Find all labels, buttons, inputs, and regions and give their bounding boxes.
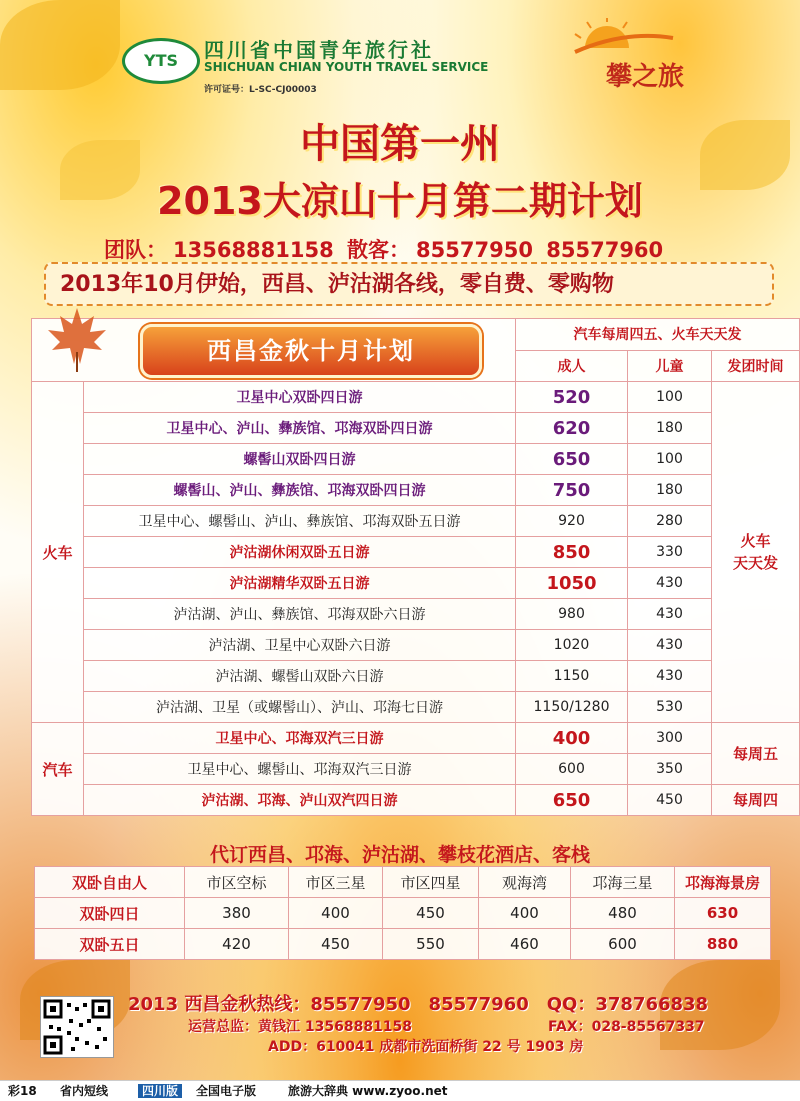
- child-price: 100: [628, 444, 712, 475]
- hotel-header: 邛海三星: [571, 867, 675, 898]
- plan-badge: 西昌金秋十月计划: [140, 324, 482, 378]
- child-price: 430: [628, 661, 712, 692]
- route-name: 螺髻山双卧四日游: [84, 444, 516, 475]
- route-name: 泸沽湖、卫星中心双卧六日游: [84, 630, 516, 661]
- bus-depart-thursday: 每周四: [712, 785, 800, 816]
- child-price: 100: [628, 382, 712, 413]
- sun-icon: [565, 18, 675, 58]
- route-name: 泸沽湖、卫星（或螺髻山）、泸山、邛海七日游: [84, 692, 516, 723]
- footer-manager: 运营总监：黄钱江 13568881158: [188, 1019, 413, 1035]
- route-name: 卫星中心、邛海双汽三日游: [84, 723, 516, 754]
- hotel-cell: 880: [675, 929, 771, 960]
- hotel-cell: 400: [289, 898, 383, 929]
- table-row: [32, 785, 800, 816]
- adult-price: 1020: [516, 630, 628, 661]
- hotel-header: 双卧自由人: [35, 867, 185, 898]
- hotel-cell: 630: [675, 898, 771, 929]
- table-row: [32, 382, 800, 413]
- adult-price: 650: [516, 785, 628, 816]
- table-row: [32, 475, 800, 506]
- child-price: 330: [628, 537, 712, 568]
- route-name: 泸沽湖、邛海、泸山双汽四日游: [84, 785, 516, 816]
- edition-badge: [138, 1082, 182, 1099]
- hotel-cell: 380: [185, 898, 289, 929]
- hotel-cell: 450: [289, 929, 383, 960]
- route-name: 泸沽湖、泸山、彝族馆、邛海双卧六日游: [84, 599, 516, 630]
- schedule-note: 汽车每周四五、火车天天发: [516, 319, 800, 351]
- retail-phone-2: 85577960: [546, 238, 664, 262]
- group-bus: 汽车: [32, 723, 84, 816]
- footer-address: ADD：610041 成都市洗面桥街 22 号 1903 房: [268, 1039, 584, 1055]
- table-row: [32, 506, 800, 537]
- col-child: 儿童: [628, 350, 712, 382]
- hotel-cell: 双卧四日: [35, 898, 185, 929]
- train-depart-line2: 天天发: [732, 554, 778, 572]
- train-depart: [712, 382, 800, 723]
- child-price: 430: [628, 630, 712, 661]
- hotel-cell: 480: [571, 898, 675, 929]
- maple-leaf-icon: [42, 304, 112, 374]
- child-price: 450: [628, 785, 712, 816]
- table-row: [32, 599, 800, 630]
- adult-price: 620: [516, 413, 628, 444]
- adult-price: 1150: [516, 661, 628, 692]
- brand-logo-text: 攀之旅: [606, 62, 685, 92]
- child-price: 530: [628, 692, 712, 723]
- hotel-header: 市区三星: [289, 867, 383, 898]
- contact-phones: [104, 234, 669, 264]
- hotel-cell: 460: [479, 929, 571, 960]
- section-label: 省内短线: [60, 1084, 109, 1098]
- table-row: [32, 413, 800, 444]
- retail-label: 散客：: [347, 238, 411, 262]
- col-depart: 发团时间: [712, 350, 800, 382]
- footer-fax: FAX：028-85567337: [548, 1019, 705, 1035]
- adult-price: 1150/1280: [516, 692, 628, 723]
- table-row: [32, 754, 800, 785]
- headline-subtitle: 2013大凉山十月第二期计划: [157, 179, 643, 223]
- route-name: 卫星中心、泸山、彝族馆、邛海双卧四日游: [84, 413, 516, 444]
- hotel-cell: 420: [185, 929, 289, 960]
- table-row: [32, 723, 800, 754]
- train-depart-line1: 火车: [740, 532, 771, 550]
- hotel-header-row: [35, 867, 771, 898]
- adult-price: 400: [516, 723, 628, 754]
- route-name: 卫星中心双卧四日游: [84, 382, 516, 413]
- hotel-title: 代订西昌、邛海、泸沽湖、攀枝花酒店、客栈: [209, 844, 590, 866]
- child-price: 180: [628, 413, 712, 444]
- page-label: 彩18: [8, 1084, 37, 1098]
- group-label: 团队：: [104, 238, 167, 262]
- table-row: [32, 661, 800, 692]
- child-price: 180: [628, 475, 712, 506]
- route-name: 泸沽湖、螺髻山双卧六日游: [84, 661, 516, 692]
- table-row: [32, 568, 800, 599]
- child-price: 430: [628, 599, 712, 630]
- org-logo: YTS: [122, 38, 200, 84]
- edition-label: 四川版: [138, 1084, 182, 1098]
- child-price: 300: [628, 723, 712, 754]
- adult-price: 750: [516, 475, 628, 506]
- adult-price: 600: [516, 754, 628, 785]
- adult-price: 920: [516, 506, 628, 537]
- hotel-cell: 400: [479, 898, 571, 929]
- table-row: [35, 898, 771, 929]
- route-name: 螺髻山、泸山、彝族馆、邛海双卧四日游: [84, 475, 516, 506]
- hotel-header: 邛海海景房: [675, 867, 771, 898]
- child-price: 350: [628, 754, 712, 785]
- col-adult: 成人: [516, 350, 628, 382]
- child-price: 280: [628, 506, 712, 537]
- hotel-cell: 600: [571, 929, 675, 960]
- footer-hotline: 2013 西昌金秋热线：85577950 85577960 QQ：378766838: [128, 994, 709, 1015]
- hotel-price-table: [34, 866, 771, 960]
- adult-price: 1050: [516, 568, 628, 599]
- route-name: 卫星中心、螺髻山、邛海双汽三日游: [84, 754, 516, 785]
- adult-price: 650: [516, 444, 628, 475]
- license-number: 许可证号：L-SC-CJ00003: [204, 85, 317, 95]
- bus-depart-friday: 每周五: [712, 723, 800, 785]
- child-price: 430: [628, 568, 712, 599]
- adult-price: 520: [516, 382, 628, 413]
- promo-text: 2013年10月伊始，西昌、泸沽湖各线，零自费、零购物: [60, 272, 614, 297]
- hotel-header: 市区四星: [383, 867, 479, 898]
- site-link[interactable]: 旅游大辞典 www.zyoo.net: [288, 1084, 448, 1098]
- hotel-cell: 550: [383, 929, 479, 960]
- headline-title: 中国第一州: [300, 121, 500, 167]
- route-price-table: [31, 318, 800, 816]
- hotel-header: 市区空标: [185, 867, 289, 898]
- leaf-decoration: [0, 0, 120, 90]
- table-row: [32, 444, 800, 475]
- group-train: 火车: [32, 382, 84, 723]
- group-phone: 13568881158: [173, 238, 334, 262]
- retail-phone-1: 85577950: [416, 238, 533, 262]
- hotel-header: 观海湾: [479, 867, 571, 898]
- adult-price: 850: [516, 537, 628, 568]
- table-row: [32, 692, 800, 723]
- table-row: [35, 929, 771, 960]
- route-name: 卫星中心、螺髻山、泸山、彝族馆、邛海双卧五日游: [84, 506, 516, 537]
- table-row: [32, 537, 800, 568]
- route-name: 泸沽湖休闲双卧五日游: [84, 537, 516, 568]
- hotel-cell: 450: [383, 898, 479, 929]
- qr-code-icon: [40, 996, 114, 1058]
- edition-desc: 全国电子版: [196, 1084, 257, 1098]
- org-name-en: SHICHUAN CHIAN YOUTH TRAVEL SERVICE: [204, 60, 489, 74]
- hotel-cell: 双卧五日: [35, 929, 185, 960]
- adult-price: 980: [516, 599, 628, 630]
- route-name: 泸沽湖精华双卧五日游: [84, 568, 516, 599]
- org-name-cn: 四川省中国青年旅行社: [204, 38, 434, 62]
- table-row: [32, 630, 800, 661]
